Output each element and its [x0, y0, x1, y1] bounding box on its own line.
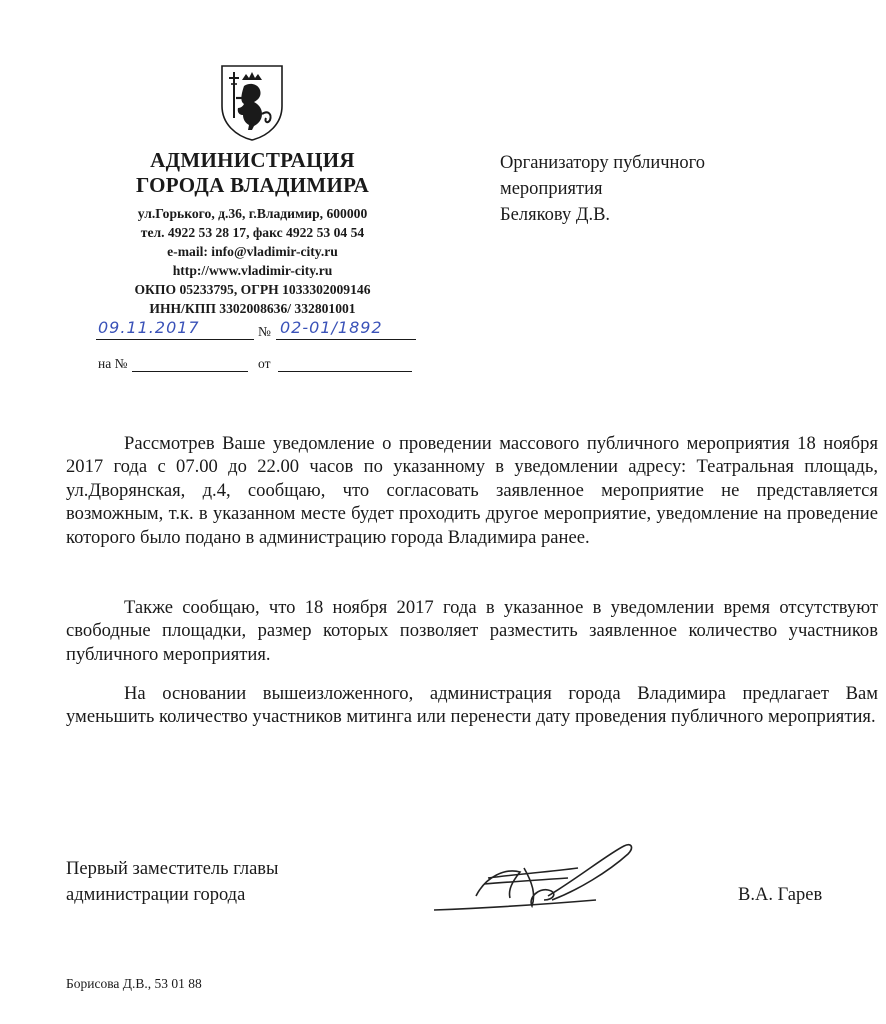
- org-address: ул.Горького, д.36, г.Владимир, 600000: [137, 206, 368, 221]
- number-prefix: №: [258, 324, 271, 339]
- org-name-line2: ГОРОДА ВЛАДИМИРА: [135, 173, 370, 197]
- outgoing-date: 09.11.2017: [98, 318, 200, 337]
- reply-number-prefix: на №: [98, 356, 128, 371]
- reply-from-label: от: [258, 356, 271, 371]
- org-phone: тел. 4922 53 28 17, факс 4922 53 04 54: [140, 225, 365, 240]
- signer-position-line1: Первый заместитель главы: [66, 859, 279, 879]
- signer-position-line2: администрации города: [66, 885, 246, 905]
- handwritten-signature: [428, 838, 638, 922]
- org-inn: ИНН/КПП 3302008636/ 332801001: [149, 301, 356, 316]
- signer-name: В.А. Гарев: [738, 885, 823, 905]
- org-website: http://www.vladimir-city.ru: [172, 263, 333, 278]
- body-paragraph-1: Рассмотрев Ваше уведомление о проведении массового публичного мероприятия 18 ноября 2017 года с 07.00 до 22.00 часов по указанному в уведомлении адресу: Театральная площадь, ул.Дворянская, д.4, сообщаю, что согласовать заявленное мероприятие не представляется возможным, т.к. в указанном месте будет проходить другое мероприятие, уведомление на проведение которого было подано в администрацию города Владимира ранее.: [66, 433, 878, 548]
- addressee-line2: мероприятия: [500, 179, 603, 199]
- number-underline: [276, 338, 416, 340]
- outgoing-number: 02-01/1892: [280, 318, 383, 337]
- date-underline: [96, 338, 254, 340]
- executor-contact: Борисова Д.В., 53 01 88: [66, 976, 202, 991]
- body-paragraph-3: На основании вышеизложенного, администрация города Владимира предлагает Вам уменьшить количество участников митинга или перенести дату проведения публичного мероприятия.: [66, 683, 878, 728]
- city-coat-of-arms-icon: [218, 62, 286, 142]
- org-email: e-mail: info@vladimir-city.ru: [167, 244, 338, 259]
- org-name-line1: АДМИНИСТРАЦИЯ: [150, 148, 355, 172]
- org-okpo: ОКПО 05233795, ОГРН 1033302009146: [134, 282, 371, 297]
- body-paragraph-2: Также сообщаю, что 18 ноября 2017 года в указанное в уведомлении время отсутствуют свободные площадки, размер которых позволяет разместить заявленное количество участников публичного мероприятия.: [66, 597, 878, 665]
- addressee-line1: Организатору публичного: [500, 153, 706, 173]
- reply-date-underline: [278, 370, 412, 372]
- addressee-line3: Белякову Д.В.: [500, 205, 611, 225]
- reply-number-underline: [132, 370, 248, 372]
